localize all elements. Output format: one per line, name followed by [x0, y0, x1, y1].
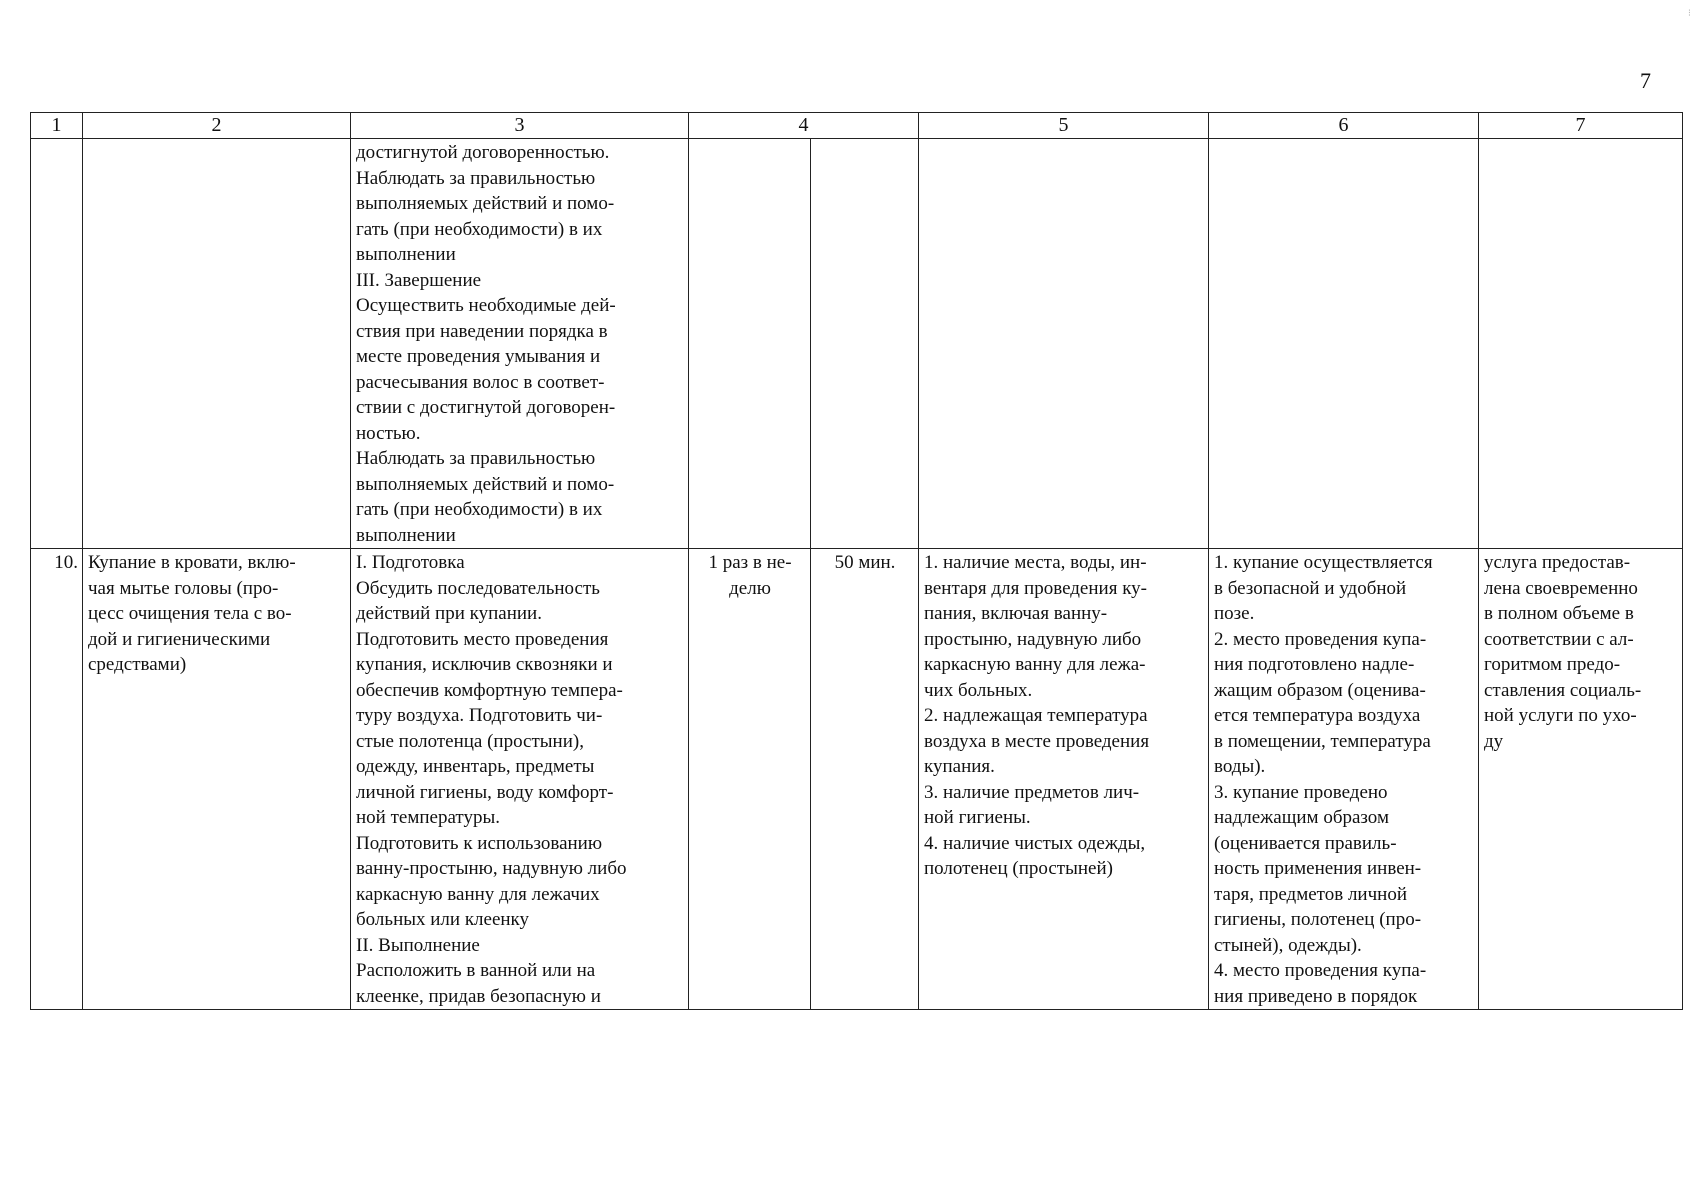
row2-col5-line: ной гигиены. — [924, 807, 1031, 828]
row2-col7-line: в полном объеме в — [1484, 603, 1634, 624]
row1-col3-line: гать (при необходимости) в их — [356, 499, 603, 520]
row2-col3-line: II. Выполнение — [356, 934, 480, 956]
row2-col5-line: 4. наличие чистых одежды, — [924, 832, 1146, 854]
row2-col6-line: 3. купание проведено — [1214, 781, 1388, 803]
row1-col3-line: выполняемых действий и помо- — [356, 473, 615, 495]
row2-col3-line: Подготовить место проведения — [356, 628, 609, 650]
row2-col3-line: обеспечив комфортную темпера- — [356, 679, 623, 701]
row2-col2-line: средствами) — [88, 654, 187, 675]
row1-col3-line: достигнутой договоренностью. — [356, 142, 610, 163]
row2-col7-line: ной услуги по ухо- — [1484, 705, 1637, 726]
row2-col3-line: действий при купании. — [356, 603, 542, 624]
row2-col5-line: пания, включая ванну- — [924, 603, 1108, 624]
row2-col6-line: 2. место проведения купа- — [1214, 628, 1427, 650]
row1-col3-line: выполнении — [356, 244, 456, 265]
header-col-2: 2 — [83, 113, 351, 139]
row2-col3-line: ванну-простыню, надувную либо — [356, 858, 627, 879]
row2-col5-line: 2. надлежащая температура — [924, 705, 1148, 726]
row2-col3-line: одежду, инвентарь, предметы — [356, 756, 595, 777]
row1-col3 — [351, 139, 689, 549]
header-col-3: 3 — [351, 113, 689, 139]
row2-col6-line: 4. место проведения купа- — [1214, 960, 1427, 981]
row2-col3-line: личной гигиены, воду комфорт- — [356, 781, 614, 803]
row1-col3-line: гать (при необходимости) в их — [356, 218, 603, 240]
row2-col4b — [811, 549, 919, 1010]
row2-col5-line: 1. наличие места, воды, ин- — [924, 552, 1147, 573]
row2-col3 — [351, 549, 689, 1010]
row2-col3-line: Обсудить последовательность — [356, 577, 600, 599]
row2-col2-line: цесс очищения тела с во- — [88, 603, 292, 624]
header-col-1: 1 — [31, 113, 83, 139]
row2-col3-line: больных или клеенку — [356, 909, 530, 930]
row2-col4a-line: делю — [729, 577, 771, 599]
row2-col6-line: стыней), одежды). — [1214, 934, 1362, 956]
row1-col3-line: выполнении — [356, 524, 456, 546]
row1-col4a — [689, 139, 811, 549]
row2-col6-line: гигиены, полотенец (про- — [1214, 909, 1422, 930]
row2-col5-line: полотенец (простыней) — [924, 858, 1113, 879]
header-col-7: 7 — [1479, 113, 1683, 139]
row2-col5-line: купания. — [924, 756, 995, 777]
row2-col6-line: жащим образом (оценива- — [1214, 679, 1426, 701]
row2-col6-line: позе. — [1214, 603, 1255, 624]
row2-col3-line: каркасную ванну для лежачих — [356, 883, 600, 905]
row1-col3-line: выполняемых действий и помо- — [356, 193, 615, 214]
row2-col3-line: купания, исключив сквозняки и — [356, 654, 613, 675]
row2-col3-line: стые полотенца (простыни), — [356, 730, 584, 752]
row1-col3-line: ствии с достигнутой договорен- — [356, 397, 616, 418]
row2-col6-line: в безопасной и удобной — [1214, 577, 1407, 599]
row1-col3-line: ствия при наведении порядка в — [356, 320, 608, 342]
page-number: 7 — [1640, 68, 1651, 93]
table-row — [31, 139, 1683, 549]
row2-col6-line: ется температура воздуха — [1214, 705, 1421, 726]
scan-mark: ⁝ — [1687, 8, 1691, 19]
row2-col4a-line: 1 раз в не- — [708, 552, 792, 573]
header-row — [31, 113, 1683, 139]
header-col-5: 5 — [919, 113, 1209, 139]
row2-col6-line: надлежащим образом — [1214, 807, 1389, 828]
row2-col2-line: дой и гигиеническими — [88, 628, 271, 650]
row2-number: 10. — [31, 549, 83, 1010]
row2-col6-line: 1. купание осуществляется — [1214, 552, 1433, 573]
row1-col3-line: III. Завершение — [356, 269, 482, 291]
row2-col7-line: услуга предостав- — [1484, 552, 1631, 573]
row1-col7 — [1479, 139, 1683, 549]
row1-col3-line: Наблюдать за правильностью — [356, 448, 596, 469]
row2-col7-line: лена своевременно — [1484, 577, 1638, 599]
row1-col5 — [919, 139, 1209, 549]
row2-col4a — [689, 549, 811, 1010]
row2-col3-line: Расположить в ванной или на — [356, 960, 596, 981]
row2-col6-line: ния приведено в порядок — [1214, 985, 1418, 1007]
row2-col5-line: каркасную ванну для лежа- — [924, 654, 1146, 675]
row2-col3-line: I. Подготовка — [356, 552, 465, 573]
row2-col6 — [1209, 549, 1479, 1010]
row2-col7-line: ставления социаль- — [1484, 679, 1642, 701]
row1-col3-line: расчесывания волос в соответ- — [356, 371, 605, 393]
row1-col3-line: Осуществить необходимые дей- — [356, 295, 616, 316]
row2-col2-line: Купание в кровати, вклю- — [88, 552, 296, 573]
row2-col3-line: ной температуры. — [356, 807, 500, 828]
row2-col5-line: простыню, надувную либо — [924, 628, 1142, 650]
row2-col7 — [1479, 549, 1683, 1010]
row2-col7-line: горитмом предо- — [1484, 654, 1621, 675]
row2-col6-line: ность применения инвен- — [1214, 858, 1422, 879]
row2-col3-line: клеенке, придав безопасную и — [356, 985, 601, 1007]
row2-col4b-line: 50 мин. — [834, 552, 896, 573]
row2-col5-line: 3. наличие предметов лич- — [924, 781, 1140, 803]
row2-col5-line: воздуха в месте проведения — [924, 730, 1150, 752]
header-col-4: 4 — [689, 113, 919, 139]
header-col-6: 6 — [1209, 113, 1479, 139]
row1-col4b — [811, 139, 919, 549]
row1-col3-line: Наблюдать за правильностью — [356, 167, 596, 189]
row2-col6-line: (оценивается правиль- — [1214, 832, 1397, 854]
row2-col7-line: соответствии с ал- — [1484, 628, 1634, 650]
row1-col3-line: месте проведения умывания и — [356, 346, 601, 367]
row2-col5 — [919, 549, 1209, 1010]
service-table — [30, 112, 1683, 1010]
row2-col5-line: чих больных. — [924, 679, 1033, 701]
row1-col1 — [31, 139, 83, 549]
row1-col6 — [1209, 139, 1479, 549]
row2-col6-line: ния подготовлено надле- — [1214, 654, 1415, 675]
table-row — [31, 549, 1683, 1010]
row2-col2-line: чая мытье головы (про- — [88, 577, 279, 599]
row1-col3-line: ностью. — [356, 422, 421, 444]
row2-col7-line: ду — [1484, 730, 1504, 752]
row2-col6-line: в помещении, температура — [1214, 730, 1431, 752]
row2-col6-line: воды). — [1214, 756, 1266, 777]
row2-col3-line: Подготовить к использованию — [356, 832, 603, 854]
row2-col3-line: туру воздуха. Подготовить чи- — [356, 705, 603, 726]
row1-col2 — [83, 139, 351, 549]
row2-col2 — [83, 549, 351, 1010]
row2-col5-line: вентаря для проведения ку- — [924, 577, 1147, 599]
row2-col6-line: таря, предметов личной — [1214, 883, 1407, 905]
